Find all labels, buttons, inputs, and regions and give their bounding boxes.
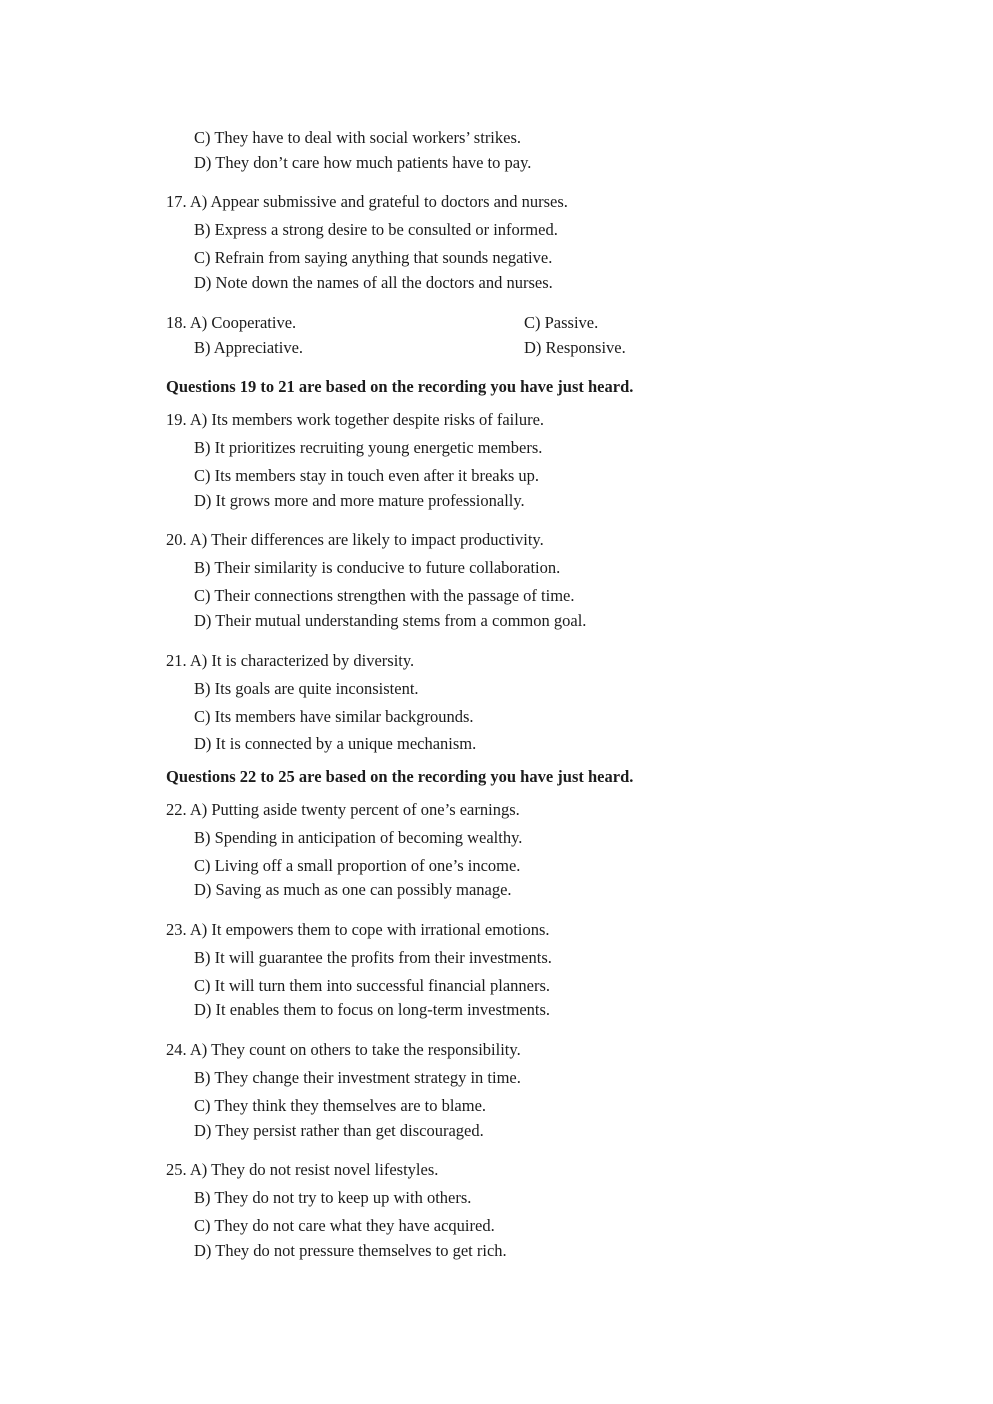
q17-option-b: B) Express a strong desire to be consulted or informed. [194, 220, 558, 239]
q22-option-a: 22. A) Putting aside twenty percent of one’s earnings. [166, 800, 520, 819]
q22-option-b: B) Spending in anticipation of becoming wealthy. [194, 828, 523, 847]
q20-option-a: 20. A) Their differences are likely to impact productivity. [166, 530, 544, 549]
section-heading-19-21: Questions 19 to 21 are based on the recording you have just heard. [166, 377, 634, 396]
q17-option-a: 17. A) Appear submissive and grateful to doctors and nurses. [166, 192, 568, 211]
q24-option-d: D) They persist rather than get discouraged. [194, 1121, 484, 1140]
q24-option-a: 24. A) They count on others to take the responsibility. [166, 1040, 521, 1059]
q18-option-d: D) Responsive. [524, 338, 626, 357]
q17-option-c: C) Refrain from saying anything that sounds negative. [194, 248, 553, 267]
section-heading-22-25: Questions 22 to 25 are based on the recording you have just heard. [166, 767, 634, 786]
q20-option-d: D) Their mutual understanding stems from a common goal. [194, 611, 587, 630]
q19-option-d: D) It grows more and more mature professionally. [194, 491, 525, 510]
q16-option-c: C) They have to deal with social workers’ strikes. [194, 128, 522, 147]
q20-option-c: C) Their connections strengthen with the passage of time. [194, 586, 575, 605]
q18-option-c: C) Passive. [524, 313, 599, 332]
q19-option-b: B) It prioritizes recruiting young energetic members. [194, 438, 543, 457]
q24-option-c: C) They think they themselves are to blame. [194, 1096, 487, 1115]
q19-option-a: 19. A) Its members work together despite risks of failure. [166, 410, 545, 429]
q16-option-d: D) They don’t care how much patients have to pay. [194, 153, 532, 172]
q22-option-d: D) Saving as much as one can possibly manage. [194, 880, 512, 899]
q20-option-b: B) Their similarity is conducive to future collaboration. [194, 558, 561, 577]
q25-option-b: B) They do not try to keep up with others. [194, 1188, 472, 1207]
q24-option-b: B) They change their investment strategy in time. [194, 1068, 521, 1087]
q21-option-c: C) Its members have similar backgrounds. [194, 707, 474, 726]
q25-option-d: D) They do not pressure themselves to get rich. [194, 1241, 507, 1260]
q25-option-a: 25. A) They do not resist novel lifestyles. [166, 1160, 439, 1179]
q17-option-d: D) Note down the names of all the doctors and nurses. [194, 273, 553, 292]
q18-option-b: B) Appreciative. [194, 338, 304, 357]
q22-option-c: C) Living off a small proportion of one’s income. [194, 856, 521, 875]
q21-option-a: 21. A) It is characterized by diversity. [166, 651, 415, 670]
q19-option-c: C) Its members stay in touch even after it breaks up. [194, 466, 540, 485]
q18-option-a: 18. A) Cooperative. [166, 313, 297, 332]
q25-option-c: C) They do not care what they have acquired. [194, 1216, 495, 1235]
q23-option-b: B) It will guarantee the profits from their investments. [194, 948, 552, 967]
q21-option-b: B) Its goals are quite inconsistent. [194, 679, 419, 698]
q23-option-a: 23. A) It empowers them to cope with irrational emotions. [166, 920, 550, 939]
q23-option-c: C) It will turn them into successful financial planners. [194, 976, 551, 995]
q21-option-d: D) It is connected by a unique mechanism. [194, 734, 477, 753]
q23-option-d: D) It enables them to focus on long-term investments. [194, 1000, 551, 1019]
